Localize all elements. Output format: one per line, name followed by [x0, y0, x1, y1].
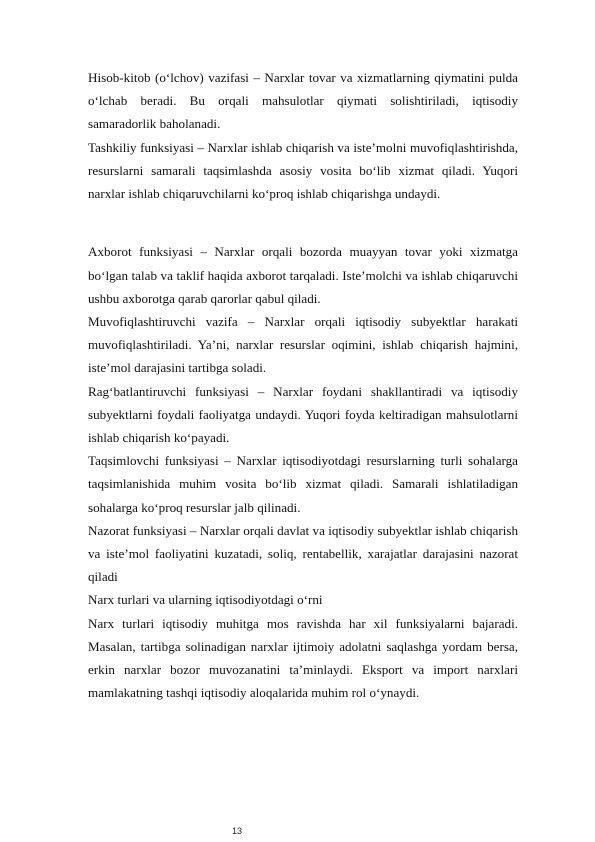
- paragraph-muvofiqlashtiruvchi: Muvofiqlashtiruvchi vazifa – Narxlar orqali iqtisodiy subyektlar harakati muvofiqlashtiriladi. Ya’ni, narxlar resurslar oqimini, ishlab chiqarish hajmini, iste’mol darajasini tartibga soladi.: [88, 314, 518, 376]
- paragraph-ragbatlantiruvchi: Rag‘batlantiruvchi funksiyasi – Narxlar foydani shakllantiradi va iqtisodiy subyektlarni foydali faoliyatga undaydi. Yuqori foyda keltiradigan mahsulotlarni ishlab chiqarish ko‘payadi.: [88, 383, 518, 446]
- paragraph-narx-turlari: Narx turlari iqtisodiy muhitga mos ravishda har xil funksiyalarni bajaradi. Masalan, tartibga solinadigan narxlar ijtimoiy adolatni saqlashga yordam bersa, erkin narxlar bozor muvozanatini ta’minlaydi. Eksport va import narxlari mamlakatning tashqi iqtisodiy aloqalarida muhim rol o‘ynaydi.: [88, 615, 518, 701]
- spacer: [88, 228, 518, 240]
- paragraph-axborot: Axborot funksiyasi – Narxlar orqali bozorda muayyan tovar yoki xizmatga bo‘lgan talab va taklif haqida axborot tarqaladi. Iste’molchi va ishlab chiqaruvchi ushbu axborotga qarab qarorlar qabul qiladi.: [88, 244, 518, 306]
- paragraph-tashkiliy: Tashkiliy funksiyasi – Narxlar ishlab chiqarish va iste’molni muvofiqlashtirishda, resurslarni samarali taqsimlashda asosiy vosita bo‘lib xizmat qiladi. Yuqori narxlar ishlab chiqaruvchilarni ko‘proq ishlab chiqarishga undaydi.: [88, 139, 518, 202]
- document-body: [88, 66, 518, 704]
- paragraph-hisob-kitob: Hisob-kitob (o‘lchov) vazifasi – Narxlar tovar va xizmatlarning qiymatini pulda o‘lchab beradi. Bu orqali mahsulotlar qiymati solishtiriladi, iqtisodiy samaradorlik baholanadi.: [88, 70, 518, 132]
- paragraph-taqsimlovchi: Taqsimlovchi funksiyasi – Narxlar iqtisodiyotdagi resurslarning turli sohalarga taqsimlanishida muhim vosita bo‘lib xizmat qiladi. Samarali ishlatiladigan sohalarga ko‘proq resurslar jalb qilinadi.: [88, 453, 518, 515]
- blank-line: [88, 205, 518, 228]
- page-number: 13: [232, 826, 243, 836]
- paragraph-nazorat: Nazorat funksiyasi – Narxlar orqali davlat va iqtisodiy subyektlar ishlab chiqarish va iste’mol faoliyatini kuzatadi, soliq, rentabellik, xarajatlar darajasini nazorat qiladi: [88, 522, 518, 585]
- section-heading: Narx turlari va ularning iqtisodiyotdagi o‘rni: [88, 592, 323, 608]
